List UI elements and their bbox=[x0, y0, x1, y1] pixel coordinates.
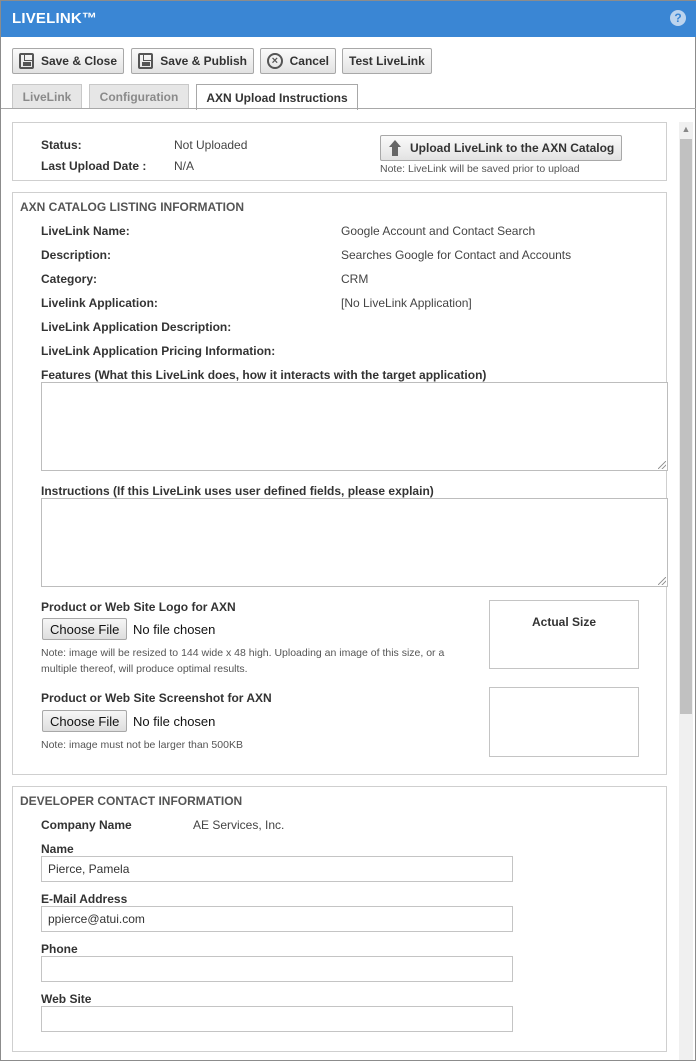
scroll-up-arrow-icon[interactable]: ▲ bbox=[681, 124, 691, 134]
scroll-thumb[interactable] bbox=[680, 139, 692, 714]
screenshot-file-status: No file chosen bbox=[133, 714, 216, 729]
screenshot-preview-box bbox=[489, 687, 639, 757]
catalog-section-heading: AXN CATALOG LISTING INFORMATION bbox=[20, 200, 244, 214]
test-livelink-label: Test LiveLink bbox=[349, 54, 425, 68]
company-name-label: Company Name bbox=[41, 818, 132, 832]
vertical-scrollbar[interactable] bbox=[679, 122, 693, 1060]
features-textarea[interactable] bbox=[41, 382, 668, 471]
logo-preview-box bbox=[489, 600, 639, 669]
screenshot-note: Note: image must not be larger than 500KB bbox=[41, 739, 243, 751]
upload-note: Note: LiveLink will be saved prior to upload bbox=[380, 163, 580, 175]
last-upload-date-value: N/A bbox=[174, 159, 195, 173]
save-publish-button[interactable] bbox=[131, 48, 254, 74]
tab-axn-upload-instructions[interactable]: AXN Upload Instructions bbox=[196, 84, 358, 110]
livelink-name-value: Google Account and Contact Search bbox=[341, 224, 536, 238]
livelink-name-label: LiveLink Name: bbox=[41, 224, 130, 238]
screenshot-choose-file-button[interactable]: Choose File bbox=[42, 710, 127, 732]
website-label: Web Site bbox=[41, 992, 92, 1006]
upload-to-axn-button[interactable] bbox=[380, 135, 622, 161]
status-label: Status: bbox=[41, 138, 82, 152]
instructions-textarea[interactable] bbox=[41, 498, 668, 587]
livelink-application-value: [No LiveLink Application] bbox=[341, 296, 472, 310]
features-label: Features (What this LiveLink does, how it interacts with the target application) bbox=[41, 368, 487, 382]
cancel-icon: × bbox=[267, 53, 283, 69]
status-value: Not Uploaded bbox=[174, 138, 248, 152]
actual-size-label: Actual Size bbox=[531, 615, 597, 629]
tab-livelink[interactable]: LiveLink bbox=[12, 84, 82, 109]
save-icon bbox=[19, 53, 34, 69]
developer-contact-panel bbox=[12, 786, 667, 1052]
developer-section-heading: DEVELOPER CONTACT INFORMATION bbox=[20, 794, 243, 808]
cancel-button[interactable] bbox=[260, 48, 336, 74]
instructions-label: Instructions (If this LiveLink uses user defined fields, please explain) bbox=[41, 484, 434, 498]
tab-divider bbox=[1, 108, 696, 109]
livelink-application-label: Livelink Application: bbox=[41, 296, 158, 310]
axn-catalog-panel bbox=[12, 192, 667, 775]
company-name-value: AE Services, Inc. bbox=[193, 818, 285, 832]
resize-grip-icon[interactable] bbox=[658, 461, 666, 469]
upload-status-panel bbox=[12, 122, 667, 181]
save-publish-label: Save & Publish bbox=[160, 54, 247, 68]
save-close-button[interactable] bbox=[12, 48, 124, 74]
logo-label: Product or Web Site Logo for AXN bbox=[41, 600, 236, 614]
category-label: Category: bbox=[41, 272, 98, 286]
application-description-label: LiveLink Application Description: bbox=[41, 320, 232, 334]
upload-button-label: Upload LiveLink to the AXN Catalog bbox=[410, 141, 615, 155]
last-upload-date-label: Last Upload Date : bbox=[41, 159, 147, 173]
screenshot-label: Product or Web Site Screenshot for AXN bbox=[41, 691, 272, 705]
name-label: Name bbox=[41, 842, 74, 856]
dialog-title: LIVELINK™ bbox=[12, 10, 98, 27]
description-label: Description: bbox=[41, 248, 112, 262]
title-bar bbox=[1, 1, 696, 37]
phone-field[interactable] bbox=[41, 956, 513, 982]
test-livelink-button[interactable] bbox=[342, 48, 432, 74]
logo-file-status: No file chosen bbox=[133, 622, 216, 637]
help-icon[interactable]: ? bbox=[670, 10, 686, 26]
description-value: Searches Google for Contact and Accounts bbox=[341, 248, 572, 262]
email-field[interactable] bbox=[41, 906, 513, 932]
logo-note: Note: image will be resized to 144 wide x 48 high. Uploading an image of this size, or a multiple thereof, will produce optimal results. bbox=[41, 647, 445, 675]
email-label: E-Mail Address bbox=[41, 892, 128, 906]
logo-choose-file-button[interactable]: Choose File bbox=[42, 618, 127, 640]
website-field[interactable] bbox=[41, 1006, 513, 1032]
cancel-label: Cancel bbox=[289, 54, 329, 68]
save-icon bbox=[138, 53, 153, 69]
application-pricing-label: LiveLink Application Pricing Information: bbox=[41, 344, 276, 358]
upload-arrow-icon bbox=[389, 140, 401, 156]
tab-configuration[interactable]: Configuration bbox=[89, 84, 189, 109]
name-field[interactable] bbox=[41, 856, 513, 882]
category-value: CRM bbox=[341, 272, 369, 286]
phone-label: Phone bbox=[41, 942, 78, 956]
resize-grip-icon[interactable] bbox=[658, 577, 666, 585]
save-close-label: Save & Close bbox=[40, 54, 117, 68]
